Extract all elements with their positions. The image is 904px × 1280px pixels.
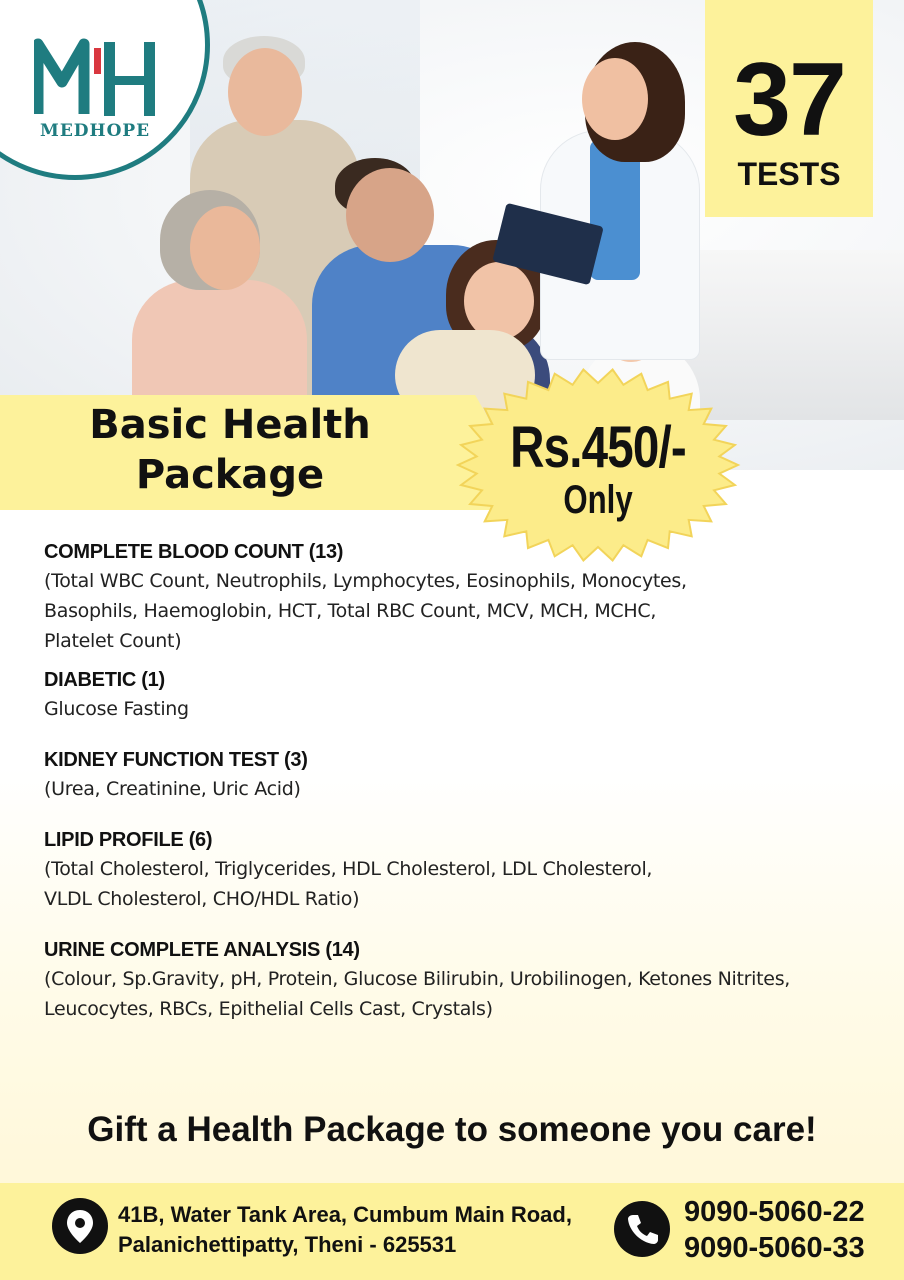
medhope-logo-icon: [34, 36, 164, 118]
section-line: (Total WBC Count, Neutrophils, Lymphocytes, Eosinophils, Monocytes,: [44, 570, 687, 592]
section-line: (Colour, Sp.Gravity, pH, Protein, Glucose Bilirubin, Urobilinogen, Ketones Nitrites,: [44, 968, 791, 990]
section-title: URINE COMPLETE ANALYSIS (14): [44, 939, 360, 961]
address: [118, 1200, 618, 1260]
section-line: Glucose Fasting: [44, 698, 189, 720]
tests-count: 37: [733, 42, 845, 158]
phone-number-2[interactable]: 9090-5060-33: [684, 1232, 865, 1264]
section-line: Leucocytes, RBCs, Epithelial Cells Cast, Crystals): [44, 998, 493, 1020]
section-line: VLDL Cholesterol, CHO/HDL Ratio): [44, 888, 360, 910]
address-line1: 41B, Water Tank Area, Cumbum Main Road,: [118, 1202, 572, 1227]
package-title: [40, 400, 420, 500]
test-list: [44, 538, 894, 1042]
address-line2: Palanichettipatty, Theni - 625531: [118, 1232, 457, 1257]
section-title: LIPID PROFILE (6): [44, 829, 213, 851]
section-diabetic: [44, 666, 894, 724]
location-pin-icon: [52, 1198, 108, 1254]
package-title-line2: Package: [135, 452, 325, 498]
tests-count-box: [705, 0, 873, 217]
tagline: Gift a Health Package to someone you care!: [87, 1110, 817, 1149]
tests-label: TESTS: [737, 156, 841, 192]
section-title: COMPLETE BLOOD COUNT (13): [44, 541, 344, 563]
section-title: KIDNEY FUNCTION TEST (3): [44, 749, 308, 771]
section-line: (Urea, Creatinine, Uric Acid): [44, 778, 301, 800]
price-suffix: Only: [563, 478, 633, 522]
phone-number-1[interactable]: 9090-5060-22: [684, 1196, 865, 1228]
package-title-line1: Basic Health: [89, 402, 371, 448]
brand-name: MEDHOPE: [40, 121, 151, 141]
section-line: Platelet Count): [44, 630, 182, 652]
section-urine-analysis: [44, 936, 894, 1024]
price-amount: Rs.450/-: [510, 415, 686, 480]
section-lipid-profile: [44, 826, 894, 914]
phone-numbers: [684, 1194, 894, 1266]
section-line: (Total Cholesterol, Triglycerides, HDL Cholesterol, LDL Cholesterol,: [44, 858, 653, 880]
section-line: Basophils, Haemoglobin, HCT, Total RBC Count, MCV, MCH, MCHC,: [44, 600, 657, 622]
phone-icon[interactable]: [614, 1201, 670, 1257]
section-kidney-function: [44, 746, 894, 804]
section-title: DIABETIC (1): [44, 669, 165, 691]
